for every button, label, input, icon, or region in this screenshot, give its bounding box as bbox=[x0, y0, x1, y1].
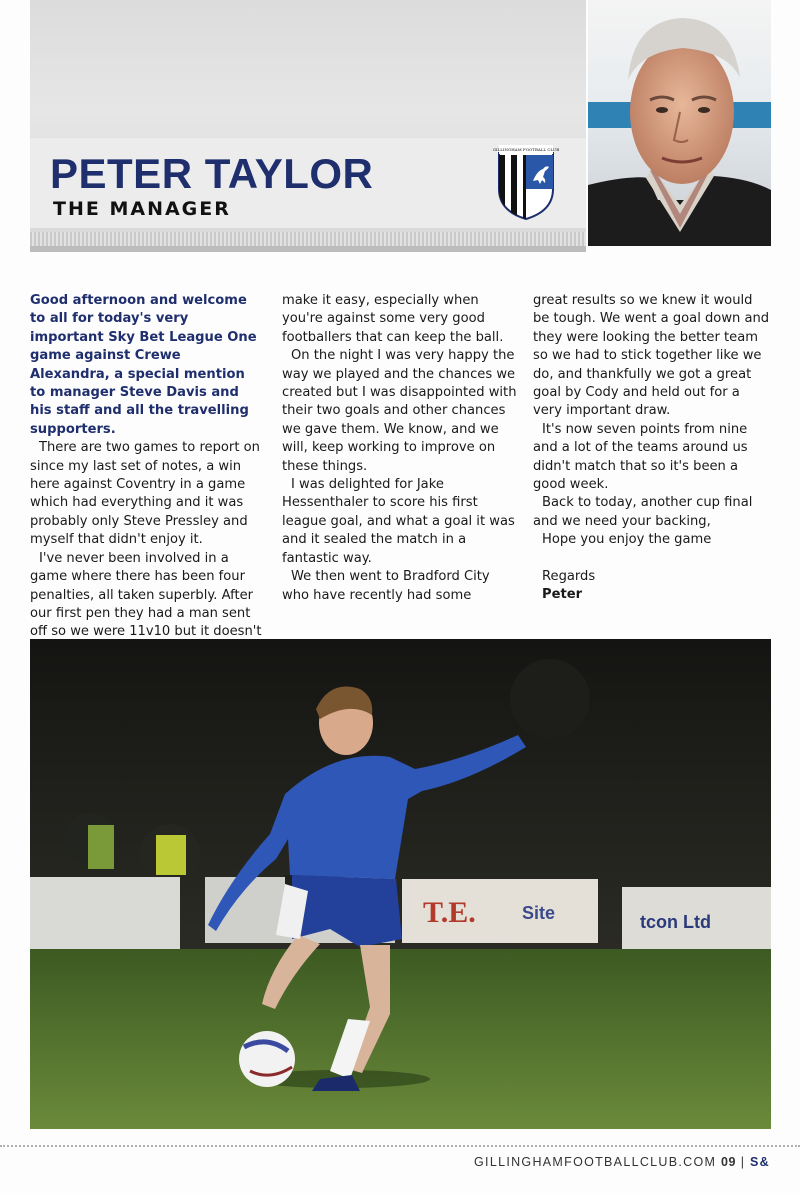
signature: Peter bbox=[542, 587, 583, 603]
body-paragraph: Hope you enjoy the game bbox=[542, 532, 712, 548]
body-paragraph: I was delighted for Jake Hessenthaler to score his first league goal, and what a goal it was and it sealed the match in a fantastic way. bbox=[282, 477, 515, 566]
article-column-3 bbox=[533, 292, 771, 605]
intro-paragraph: Good afternoon and welcome to all for today's very important Sky Bet League One game against Crewe Alexandra, a special mention to manager Steve Davis and his staff and all the travelling supporters. bbox=[30, 293, 257, 437]
body-paragraph: great results so we knew it would be tough. We went a goal down and they were looking the better team so we had to stick together like we do, and thankfully we got a great goal by Cody and held out for a very important draw. bbox=[533, 293, 770, 419]
article-column-1 bbox=[30, 292, 262, 642]
gillingham-crest-icon bbox=[492, 143, 560, 221]
manager-portrait bbox=[588, 0, 771, 246]
signoff: Regards bbox=[542, 569, 596, 585]
sponsor-logo-icon: S& bbox=[750, 1155, 770, 1169]
body-paragraph: On the night I was very happy the way we played and the chances we created but I was disappointed with their two goals and other chances we gave them. We know, and we will, keep working to improve on these things. bbox=[282, 348, 517, 474]
body-paragraph: Back to today, another cup final and we need your backing, bbox=[533, 495, 753, 529]
body-paragraph: We then went to Bradford City who have recently had some bbox=[282, 569, 490, 603]
hoarding-text-2: Site bbox=[522, 903, 556, 923]
crest-text: GILLINGHAM FOOTBALL CLUB bbox=[492, 147, 560, 152]
page-number: 09 bbox=[721, 1155, 736, 1169]
hoarding-text-3: tcon Ltd bbox=[640, 912, 711, 932]
footer-divider bbox=[0, 1145, 800, 1147]
article-column-2 bbox=[282, 292, 518, 605]
page-title: PETER TAYLOR bbox=[50, 150, 374, 197]
footer-website: GILLINGHAMFOOTBALLCLUB.COM bbox=[474, 1155, 717, 1169]
page-subtitle: THE MANAGER bbox=[53, 198, 231, 220]
hoarding-text-1: T.E. bbox=[423, 896, 476, 929]
player-action-photo bbox=[30, 639, 771, 1129]
footer-separator: | bbox=[740, 1155, 746, 1169]
body-paragraph: There are two games to report on since my last set of notes, a win here against Coventry in a game which had everything and it was probably only Steve Pressley and myself that didn't enjoy it. bbox=[30, 440, 260, 548]
body-paragraph: It's now seven points from nine and a lot of the teams around us didn't match that so it's been a good week. bbox=[533, 421, 748, 493]
page-footer bbox=[474, 1155, 770, 1169]
body-paragraph: I've never been involved in a game where there has been four penalties, all taken superbly. After our first pen they had a man sent off so we were 11v10 but it doesn't bbox=[30, 550, 262, 640]
body-paragraph: make it easy, especially when you're against some very good footballers that can keep the ball. bbox=[282, 293, 504, 345]
